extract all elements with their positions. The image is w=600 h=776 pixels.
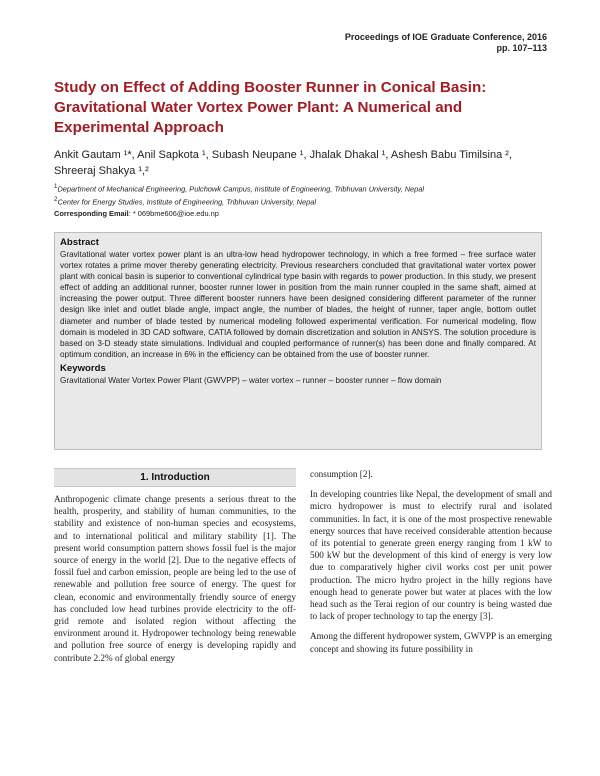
authors-line-2: Shreeraj Shakya ¹,² <box>54 165 149 177</box>
keywords-heading: Keywords <box>60 362 106 374</box>
author-list <box>54 147 554 179</box>
affiliations <box>54 181 554 219</box>
intro-paragraph-2: In developing countries like Nepal, the development of small and micro hydropower is must to electrify rural and isolated communities. In fact, it is one of the most prospective renewable energy sources that have received considerable attention because of its potential to generate green energy ranging from 1 kW to 500 kW but the development of this kind of energy is very low due to comparatively higher civil works cost per unit power production. The micro hydro project in the hilly regions have enough head to generate power but water at places with the low head such as the Terai region of our country is being wasted due to lack of proper technology to tap the energy [3]. <box>310 489 552 622</box>
affiliation-2-text: Center for Energy Studies, Institute of Engineering, Tribhuvan University, Nepal <box>57 197 316 207</box>
email-address: : * 069bme606@ioe.edu.np <box>128 208 219 218</box>
proceedings-name: Proceedings of IOE Graduate Conference, 2016 <box>344 32 547 42</box>
email-label: Corresponding Email <box>54 208 129 218</box>
left-column <box>54 468 296 672</box>
affiliation-2-number: 2 <box>54 196 58 204</box>
abstract-heading: Abstract <box>60 237 99 248</box>
section-heading-introduction: 1. Introduction <box>54 468 296 487</box>
keywords-text: Gravitational Water Vortex Power Plant (GWVPP) – water vortex – runner – booster runner – flow domain <box>60 375 442 385</box>
title-line-2: Gravitational Water Vortex Power Plant: A Numerical and <box>54 99 463 116</box>
affiliation-1-number: 1 <box>54 183 58 190</box>
affiliation-1-text: Department of Mechanical Engineering, Pulchowk Campus, Institute of Engineering, Tribhuvan University, Nepal <box>57 184 425 194</box>
right-column <box>310 468 552 663</box>
page-range: pp. 107–113 <box>496 43 547 53</box>
corresponding-email <box>54 208 554 219</box>
authors-line-1: Ankit Gautam ¹*, Anil Sapkota ¹, Subash Neupane ¹, Jhalak Dhakal ¹, Ashesh Babu Timilsina ², <box>54 149 512 161</box>
affiliation-2 <box>54 194 554 207</box>
paper-title <box>54 78 554 138</box>
title-line-3: Experimental Approach <box>54 119 224 136</box>
affiliation-1 <box>54 181 554 194</box>
intro-paragraph-1: Anthropogenic climate change presents a serious threat to the health, prosperity, and stability of human communities, to the stability and existence of non-human species and ecosystems, and to international political and military stability [1]. The present world consumption pattern shows fossil fuel is the major source of energy in the world [2]. Due to the negative effects of fossil fuel and carbon emission, people are being led to the use of renewable and pollution free source of energy. The quest for clean, economic and environmentally friendly source of energy has concluded low head turbines provide electricity to the off-grid remote and isolated region without affecting the environment around it. Hydropower technology being renewable and pollution free source of energy is developing rapidly and contribute 2.2% of global energy <box>54 494 296 663</box>
intro-paragraph-1-continued: consumption [2]. <box>310 469 373 479</box>
intro-paragraph-3: Among the different hydropower system, GWVPP is an emerging concept and showing its future possibility in <box>310 631 552 654</box>
proceedings-header <box>345 32 547 54</box>
abstract-text: Gravitational water vortex power plant is an ultra-low head hydropower technology, in which a free formed – free surface water vortex rotates a prime mover thereby generating electricity. Previous researchers concluded that gravitational water vortex power plant with conical basin is superior to conventional cylindrical type basin with regards to power production. In this study, we present effect of adding an additional runner, booster runner lower in position from the main runner coupled in the same shaft, aimed at increasing the power output. Three different booster runners have been designed considering different parameter of the runner design like inlet and outlet blade angle, impact angle, the number of blades, the height of runner, taper angle, bottom outlet diameter and number of blade tested by numerical modeling followed experimental verification. For numerical modeling, flow domain is modeled in 3D CAD software, CATIA followed by domain discretization and solution in ANSYS. The solution procedure is based on 3-D steady state simulations. Individual and coupled performance of runner(s) has been done and finally compared. At optimum condition, an increase in 6% in the efficiency can be obtained from the use of booster runner. <box>60 250 536 359</box>
title-line-1: Study on Effect of Adding Booster Runner in Conical Basin: <box>54 79 487 96</box>
abstract-box <box>54 232 542 450</box>
